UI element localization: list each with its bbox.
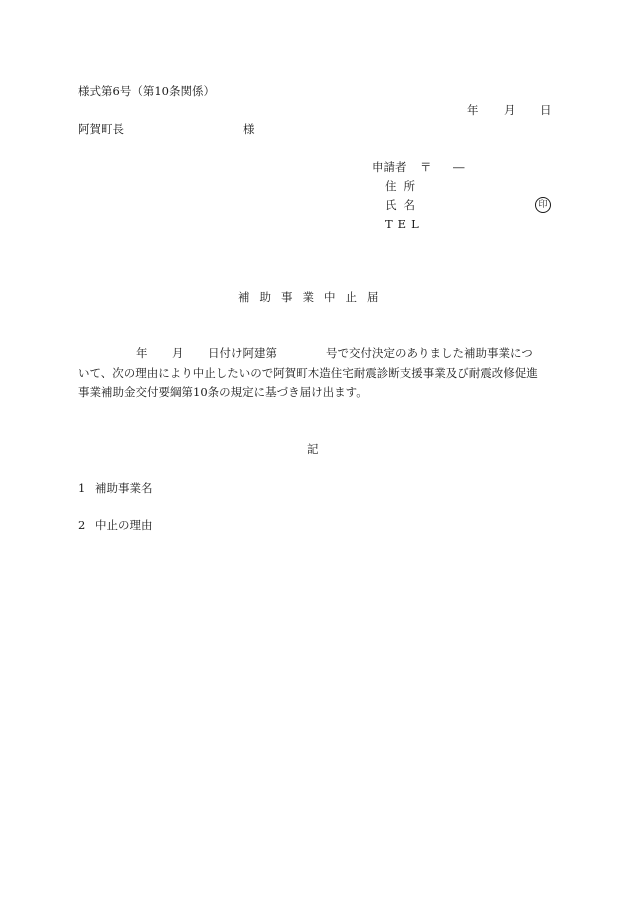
body-reference: 日付け阿建第 bbox=[208, 346, 277, 360]
form-number: 様式第6号（第10条関係） bbox=[78, 84, 215, 98]
applicant-label: 申請者 bbox=[372, 160, 407, 174]
tel-label: TEL bbox=[385, 217, 424, 231]
item-label: 中止の理由 bbox=[95, 518, 153, 532]
body-line-3: 事業補助金交付要綱第10条の規定に基づき届け出ます。 bbox=[78, 385, 368, 399]
seal-icon: 印 bbox=[535, 197, 551, 213]
date-year-label: 年 bbox=[467, 103, 479, 117]
list-item bbox=[78, 520, 153, 532]
date-day-label: 日 bbox=[540, 103, 552, 117]
date-month-label: 月 bbox=[504, 103, 516, 117]
honorific: 様 bbox=[243, 122, 255, 136]
document-title: 補助事業中止届 bbox=[238, 290, 389, 304]
ki-heading: 記 bbox=[307, 442, 319, 456]
list-item bbox=[78, 483, 153, 495]
body-line-2: いて、次の理由により中止したいので阿賀町木造住宅耐震診断支援事業及び耐震改修促進 bbox=[78, 366, 538, 380]
name-label: 氏名 bbox=[385, 198, 422, 212]
body-year: 年 bbox=[136, 346, 148, 360]
item-label: 補助事業名 bbox=[95, 481, 153, 495]
address-label: 住所 bbox=[385, 179, 422, 193]
addressee: 阿賀町長 bbox=[78, 122, 124, 136]
postal-dash: ― bbox=[453, 160, 465, 174]
postal-mark: 〒 bbox=[420, 160, 432, 174]
body-month: 月 bbox=[172, 346, 184, 360]
body-line-1-rest: 号で交付決定のありました補助事業につ bbox=[326, 346, 533, 360]
item-number: 1 bbox=[78, 481, 86, 495]
item-number: 2 bbox=[78, 518, 86, 532]
